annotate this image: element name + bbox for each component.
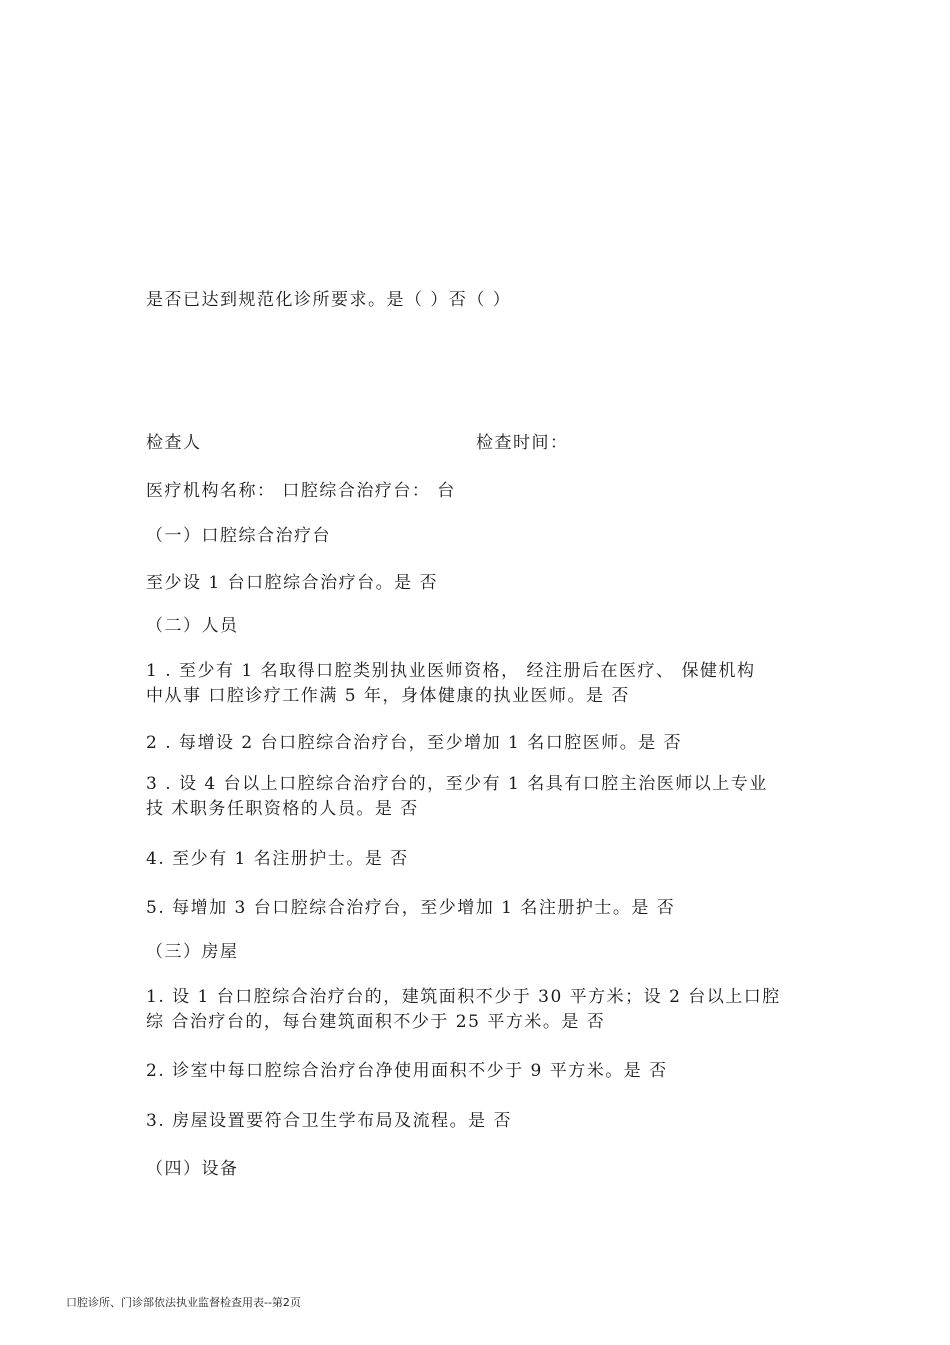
section-item: 至少设 1 台口腔综合治疗台。是 否 [146, 573, 439, 593]
item-line: 1. 设 1 台口腔综合治疗台的，建筑面积不少于 30 平方米；设 2 台以上口腔 [146, 987, 781, 1007]
page-footer: 口腔诊所、门诊部依法执业监督检查用表--第2页 [66, 1296, 301, 1309]
section-item [146, 772, 768, 822]
section-item [146, 985, 781, 1035]
section-heading: （四）设备 [146, 1159, 239, 1179]
section-item: 2. 诊室中每口腔综合治疗台净使用面积不少于 9 平方米。是 否 [146, 1061, 668, 1081]
item-line: 3 . 设 4 台以上口腔综合治疗台的，至少有 1 名具有口腔主治医师以上专业 [146, 774, 768, 794]
section-item [146, 659, 755, 709]
item-line: 中从事 口腔诊疗工作满 5 年，身体健康的执业医师。是 否 [146, 686, 630, 706]
section-item: 3. 房屋设置要符合卫生学布局及流程。是 否 [146, 1111, 513, 1131]
section-heading: （二）人员 [146, 616, 239, 636]
inspector-label: 检查人 [146, 433, 202, 453]
item-line: 1 . 至少有 1 名取得口腔类别执业医师资格， 经注册后在医疗、 保健机构 [146, 661, 756, 681]
item-line: 综 合治疗台的，每台建筑面积不少于 25 平方米。是 否 [146, 1012, 606, 1032]
section-item: 5. 每增加 3 台口腔综合治疗台，至少增加 1 名注册护士。是 否 [146, 898, 676, 918]
section-item: 4. 至少有 1 名注册护士。是 否 [146, 849, 409, 869]
section-heading: （三）房屋 [146, 942, 239, 962]
standard-question: 是否已达到规范化诊所要求。是（ ）否（ ） [146, 290, 512, 310]
section-item: 2 . 每增设 2 台口腔综合治疗台，至少增加 1 名口腔医师。是 否 [146, 733, 683, 753]
section-heading: （一）口腔综合治疗台 [146, 526, 331, 546]
item-line: 技 术职务任职资格的人员。是 否 [146, 799, 419, 819]
inspect-time-label: 检查时间： [476, 433, 569, 453]
institution-line: 医疗机构名称： 口腔综合治疗台： 台 [146, 481, 456, 501]
